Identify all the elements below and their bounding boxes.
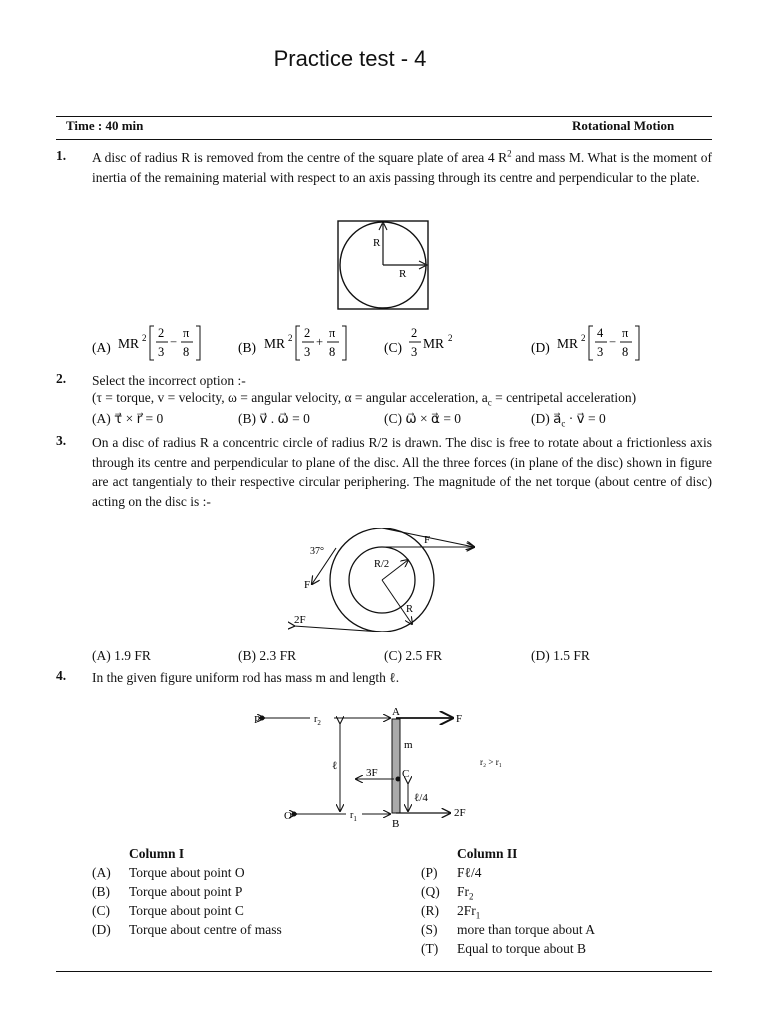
svg-text:2: 2	[448, 333, 453, 343]
svg-text:2: 2	[288, 333, 293, 343]
column-1-header: Column I	[129, 846, 185, 861]
svg-text:MR: MR	[264, 336, 286, 351]
2f-label: 2F	[454, 807, 466, 819]
f-label: F	[456, 713, 463, 725]
header-bottom-rule	[56, 139, 712, 140]
col1-text-a: Torque about point O	[129, 865, 245, 880]
point-a-label: A	[392, 706, 400, 718]
r2-gt-r1-note: r₂ > r₁	[480, 757, 502, 767]
col2-label-t: (T)	[421, 941, 439, 956]
point-o-label: O	[284, 810, 292, 822]
q2-number: 2.	[56, 371, 67, 386]
col2-text-s: more than torque about A	[457, 922, 595, 937]
q2-option-c[interactable]: (C) ω⃗ × α⃗ = 0	[384, 411, 462, 426]
svg-text:π: π	[622, 326, 629, 340]
f-left-label: F	[304, 579, 311, 591]
q4-figure	[250, 703, 530, 831]
time-label: Time : 40 min	[66, 118, 144, 133]
q3-text: On a disc of radius R a concentric circle of radius R/2 is drawn. The disc is free to rotate about a frictionless axis through its centre and perpendicular to plane of the disc. All the three forces (in plane of the disc) shown in figure are act tangentialy to their respective circular periphering. The magnitude of the net torque (about centre of disc) acting on the disc is :-	[92, 435, 712, 509]
q3-option-d[interactable]: (D) 1.5 FR	[531, 648, 590, 663]
topic-label: Rotational Motion	[572, 118, 675, 133]
col2-text-q: $Fr_2$	[457, 884, 474, 902]
svg-text:2: 2	[304, 326, 311, 340]
q2-option-d[interactable]: (D) $a⃗_c$ · v⃗ = 0	[531, 411, 606, 429]
svg-text:(B): (B)	[238, 340, 256, 355]
col2-label-r: (R)	[421, 903, 439, 918]
f-bottom-label: 2F	[294, 614, 306, 626]
q3-option-c[interactable]: (C) 2.5 FR	[384, 648, 443, 663]
svg-text:2: 2	[411, 326, 418, 340]
col2-text-p: Fℓ/4	[457, 865, 482, 880]
col1-label-a: (A)	[92, 865, 111, 880]
header-top-rule	[56, 116, 712, 117]
r-full-label: R	[406, 604, 414, 615]
q3-number: 3.	[56, 433, 67, 448]
f-top-label: F	[424, 534, 431, 546]
point-b-label: B	[392, 818, 400, 830]
q3-option-b[interactable]: (B) 2.3 FR	[238, 648, 297, 663]
q3-figure	[288, 528, 488, 632]
r2-label: $r_2$	[314, 714, 321, 727]
q1-option-c[interactable]	[382, 320, 482, 364]
svg-text:8: 8	[183, 345, 190, 359]
r1-label: $r_1$	[350, 810, 357, 823]
svg-text:(D): (D)	[531, 340, 550, 355]
col2-label-p: (P)	[421, 865, 438, 880]
svg-text:3: 3	[158, 345, 165, 359]
q1-figure	[330, 214, 440, 314]
svg-text:(A): (A)	[92, 340, 111, 355]
point-p-label: P	[254, 714, 261, 726]
uniform-rod	[392, 719, 400, 813]
col1-label-c: (C)	[92, 903, 110, 918]
svg-text:8: 8	[622, 345, 629, 359]
q2-text: Select the incorrect option :-	[92, 373, 246, 388]
q4-text: In the given figure uniform rod has mass m and length ℓ.	[92, 670, 400, 685]
svg-text:2: 2	[581, 333, 586, 343]
q2-option-b[interactable]: (B) v⃗ . ω⃗ = 0	[238, 411, 310, 426]
col2-label-q: (Q)	[421, 884, 440, 899]
svg-text:2: 2	[142, 333, 147, 343]
svg-text:3: 3	[597, 345, 604, 359]
q2-legend: (τ = torque, v = velocity, ω = angular velocity, α = angular acceleration, $a_c$ = centripetal acceleration)	[92, 390, 637, 408]
svg-text:(C): (C)	[384, 340, 402, 355]
r-half-label: R/2	[374, 559, 390, 570]
col1-text-c: Torque about point C	[129, 903, 244, 918]
col1-text-b: Torque about point P	[129, 884, 243, 899]
svg-text:MR: MR	[118, 336, 140, 351]
col2-text-r: $2Fr_1$	[457, 903, 481, 921]
svg-text:2: 2	[158, 326, 165, 340]
col2-label-s: (S)	[421, 922, 438, 937]
column-2-header: Column II	[457, 846, 518, 861]
q1-option-b[interactable]	[236, 320, 356, 364]
q1-option-d[interactable]	[529, 320, 649, 364]
q3-option-a[interactable]: (A) 1.9 FR	[92, 648, 151, 663]
q1-option-a[interactable]	[90, 320, 210, 364]
svg-text:−: −	[609, 335, 617, 349]
svg-text:4: 4	[597, 326, 604, 340]
mass-label: m	[404, 739, 413, 751]
l-label: ℓ	[332, 760, 338, 772]
col2-text-t: Equal to torque about B	[457, 941, 586, 956]
svg-text:−: −	[170, 335, 178, 349]
q4-number: 4.	[56, 668, 67, 683]
l4-label: ℓ/4	[414, 792, 428, 804]
svg-text:3: 3	[304, 345, 311, 359]
q2-option-a[interactable]: (A) τ⃗ × r⃗ = 0	[92, 411, 164, 426]
angle-label: 37°	[310, 546, 324, 557]
q1-number: 1.	[56, 148, 67, 163]
q1-fig-label-vertical: R	[373, 237, 381, 249]
svg-text:π: π	[183, 326, 190, 340]
svg-text:8: 8	[329, 345, 336, 359]
svg-text:MR: MR	[557, 336, 579, 351]
footer-rule	[56, 971, 712, 972]
svg-text:3: 3	[411, 345, 418, 359]
page-title: Practice test - 4	[273, 46, 427, 71]
force-2f-arrow	[294, 626, 382, 632]
svg-text:+: +	[316, 335, 324, 349]
svg-text:π: π	[329, 326, 336, 340]
svg-text:MR: MR	[423, 336, 445, 351]
col1-text-d: Torque about centre of mass	[129, 922, 282, 937]
q1-fig-label-horizontal: R	[399, 268, 407, 280]
q1-text: A disc of radius R is removed from the centre of the square plate of area 4 $R^2$ and mass M. What is the moment of inertia of the remaining material with respect to an axis passing through its centre and perpendicular to the plate.	[92, 148, 712, 185]
point-c-label: C	[402, 768, 410, 780]
col1-label-b: (B)	[92, 884, 110, 899]
col1-label-d: (D)	[92, 922, 111, 937]
3f-label: 3F	[366, 767, 378, 779]
